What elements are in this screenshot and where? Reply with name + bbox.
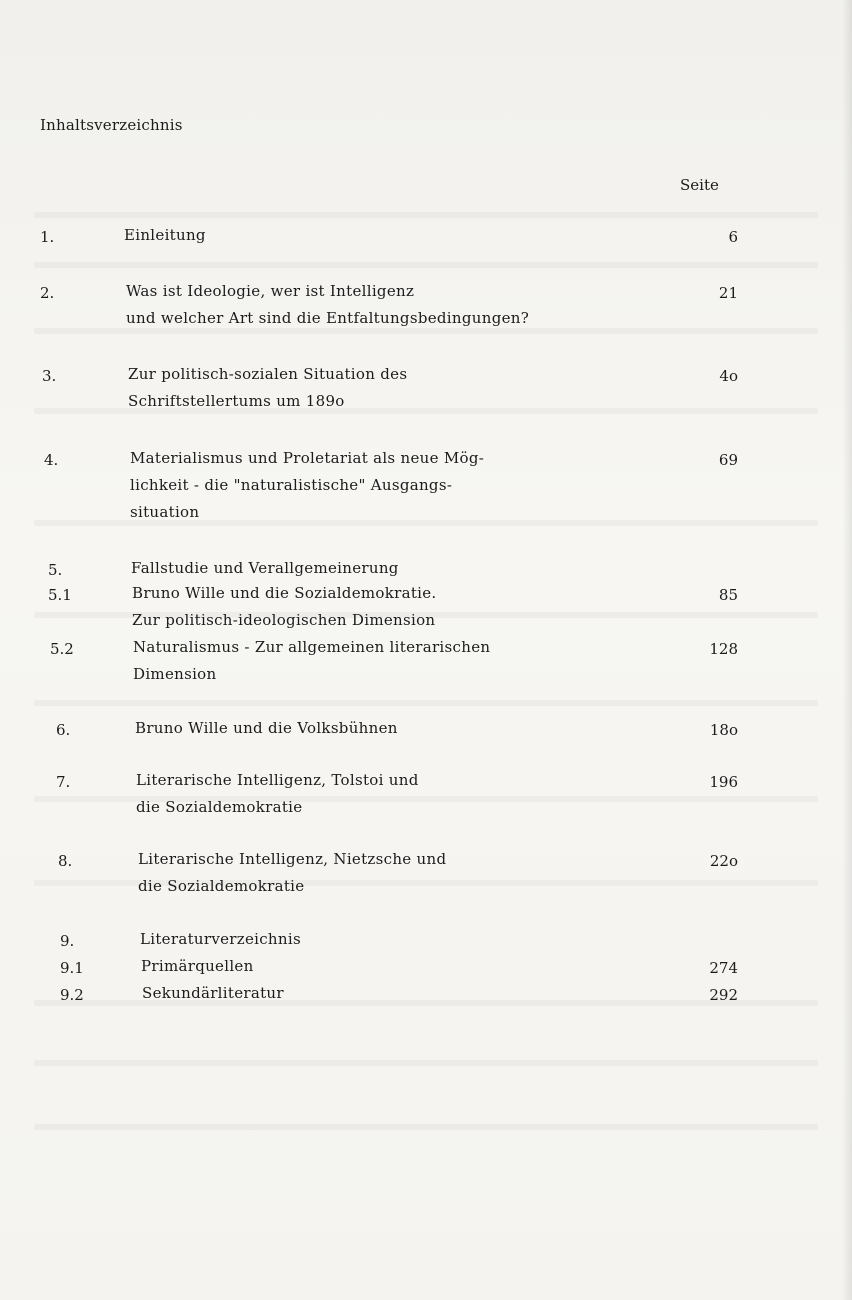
toc-entry-page-number: 6: [728, 228, 738, 246]
toc-entry-number: 5.2: [50, 640, 74, 658]
toc-entry-title-line: Zur politisch-ideologischen Dimension: [132, 611, 436, 629]
bleed-through-line: [34, 1060, 818, 1066]
toc-entry-number: 5.1: [48, 586, 72, 604]
toc-entry-page-number: 85: [718, 586, 738, 604]
bleed-through-line: [34, 262, 818, 268]
toc-entry-title-line: situation: [130, 503, 200, 521]
toc-entry-title-line: Fallstudie und Verallgemeinerung: [131, 559, 399, 577]
toc-entry-number: 9.2: [60, 986, 84, 1004]
toc-entry-title: [132, 580, 437, 634]
toc-entry-page-number: 18o: [709, 721, 738, 739]
bleed-through-line: [34, 1124, 818, 1130]
bleed-through-line: [34, 212, 818, 218]
toc-entry-title-line: die Sozialdemokratie: [136, 798, 303, 816]
toc-entry-number: 6.: [56, 721, 71, 739]
toc-entry-title-line: Primärquellen: [141, 957, 254, 975]
toc-entry-title-line: Schriftstellertums um 189o: [128, 392, 345, 410]
toc-entry-number: 7.: [56, 773, 71, 791]
toc-entry-page-number: 128: [709, 640, 738, 658]
toc-entry-title-line: Einleitung: [124, 226, 206, 244]
toc-entry-title: [138, 846, 446, 900]
toc-entry-title: [133, 634, 490, 688]
page-edge-shadow: [842, 0, 852, 1300]
toc-entry-title-line: Naturalismus - Zur allgemeinen literarischen: [133, 638, 491, 656]
toc-entry-title-line: Literaturverzeichnis: [140, 930, 301, 948]
toc-entry-page-number: 69: [718, 451, 738, 469]
toc-entry-title-line: Zur politisch-sozialen Situation des: [128, 365, 408, 383]
toc-entry-title-line: Bruno Wille und die Volksbühnen: [135, 719, 398, 737]
page-column-label: Seite: [680, 176, 719, 194]
toc-entry-title: [141, 953, 254, 980]
toc-entry-page-number: 4o: [719, 367, 738, 385]
toc-entry-page-number: 274: [709, 959, 738, 977]
toc-entry-title: [124, 222, 206, 249]
toc-entry-number: 3.: [42, 367, 57, 385]
toc-entry-number: 8.: [58, 852, 73, 870]
toc-entry-title: [126, 278, 529, 332]
toc-entry-title-line: Materialismus und Proletariat als neue Mög-: [130, 449, 485, 467]
toc-entry-page-number: 196: [709, 773, 738, 791]
toc-entry-title-line: Sekundärliteratur: [142, 984, 284, 1002]
toc-entry-title-line: und welcher Art sind die Entfaltungsbedingungen?: [126, 309, 530, 327]
toc-entry-number: 1.: [40, 228, 55, 246]
toc-entry-title: [140, 926, 301, 953]
toc-entry-number: 5.: [48, 561, 63, 579]
toc-entry-title-line: lichkeit - die "naturalistische" Ausgangs-: [130, 476, 453, 494]
toc-entry-page-number: 22o: [709, 852, 738, 870]
toc-entry-title: [128, 361, 407, 415]
toc-entry-title-line: Dimension: [133, 665, 217, 683]
toc-entry-title-line: Literarische Intelligenz, Tolstoi und: [136, 771, 419, 789]
toc-entry-title: [130, 445, 484, 526]
toc-entry-page-number: 292: [709, 986, 738, 1004]
toc-entry-title-line: die Sozialdemokratie: [138, 877, 305, 895]
toc-entry-title: [131, 555, 399, 582]
toc-entry-number: 9.1: [60, 959, 84, 977]
toc-entry-number: 9.: [60, 932, 75, 950]
toc-entry-title: [135, 715, 398, 742]
toc-entry-title: [136, 767, 419, 821]
toc-entry-title: [142, 980, 284, 1007]
toc-entry-title-line: Was ist Ideologie, wer ist Intelligenz: [126, 282, 415, 300]
toc-entry-title-line: Bruno Wille und die Sozialdemokratie.: [132, 584, 437, 602]
toc-entry-page-number: 21: [718, 284, 738, 302]
toc-heading: Inhaltsverzeichnis: [40, 116, 183, 134]
bleed-through-line: [34, 700, 818, 706]
toc-entry-number: 2.: [40, 284, 55, 302]
toc-entry-number: 4.: [44, 451, 59, 469]
toc-entry-title-line: Literarische Intelligenz, Nietzsche und: [138, 850, 447, 868]
